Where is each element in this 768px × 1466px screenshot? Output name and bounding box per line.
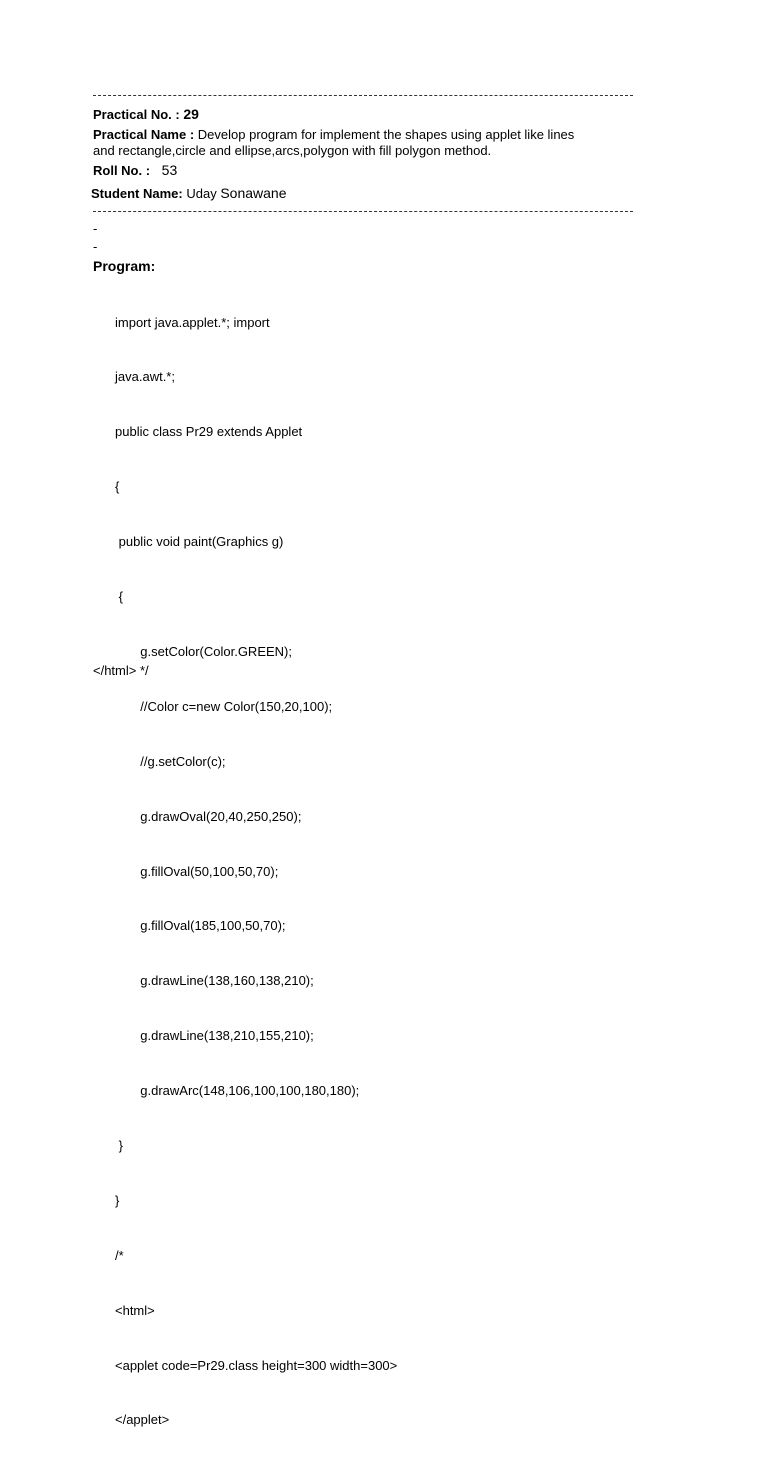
dash-line-2: - — [93, 239, 98, 254]
code-line: g.drawLine(138,210,155,210); — [115, 1028, 314, 1044]
code-line: { — [115, 589, 123, 605]
practical-no-row — [93, 106, 199, 123]
practical-name-row — [93, 127, 574, 143]
roll-no-label: Roll No. : — [93, 163, 151, 178]
code-line: public class Pr29 extends Applet — [115, 424, 303, 440]
student-name-label: Student Name: — [91, 186, 183, 201]
code-last-line: </html> */ — [93, 663, 149, 678]
code-line: } — [115, 1192, 120, 1208]
code-line: g.drawArc(148,106,100,100,180,180); — [115, 1083, 360, 1099]
top-dashed-rule — [93, 95, 633, 97]
code-line: //g.setColor(c); — [115, 753, 226, 769]
code-line: { — [115, 479, 120, 495]
practical-name-line1: Develop program for implement the shapes using applet like lines — [197, 127, 575, 142]
code-line: <html> — [115, 1302, 155, 1318]
code-line: } — [115, 1137, 123, 1153]
student-last-name: Sonawane — [220, 185, 287, 201]
program-heading: Program: — [93, 258, 156, 274]
code-line: java.awt.*; — [115, 369, 175, 385]
code-line: public void paint(Graphics g) — [115, 534, 284, 550]
code-line: g.drawOval(20,40,250,250); — [115, 808, 302, 824]
code-line: import java.applet.*; import — [115, 314, 270, 330]
student-name-row — [91, 185, 287, 202]
code-line: g.fillOval(50,100,50,70); — [115, 863, 279, 879]
roll-no-value: 53 — [161, 162, 178, 178]
practical-name-label: Practical Name : — [93, 127, 195, 142]
student-first-name: Uday — [186, 186, 217, 201]
roll-no-row — [93, 162, 177, 179]
practical-no-value: 29 — [183, 106, 199, 122]
code-line: g.setColor(Color.GREEN); — [115, 643, 292, 659]
practical-name-line2: and rectangle,circle and ellipse,arcs,polygon with fill polygon method. — [93, 143, 492, 158]
dash-line-1: - — [93, 221, 98, 236]
practical-no-label: Practical No. : — [93, 107, 180, 122]
code-line: //Color c=new Color(150,20,100); — [115, 698, 333, 714]
code-block — [115, 277, 397, 1466]
code-line: </applet> — [115, 1412, 170, 1428]
code-line: g.fillOval(185,100,50,70); — [115, 918, 286, 934]
code-line: /* — [115, 1247, 124, 1263]
code-line: <applet code=Pr29.class height=300 width=300> — [115, 1357, 398, 1373]
code-line: g.drawLine(138,160,138,210); — [115, 973, 314, 989]
bottom-dashed-rule — [93, 211, 633, 213]
